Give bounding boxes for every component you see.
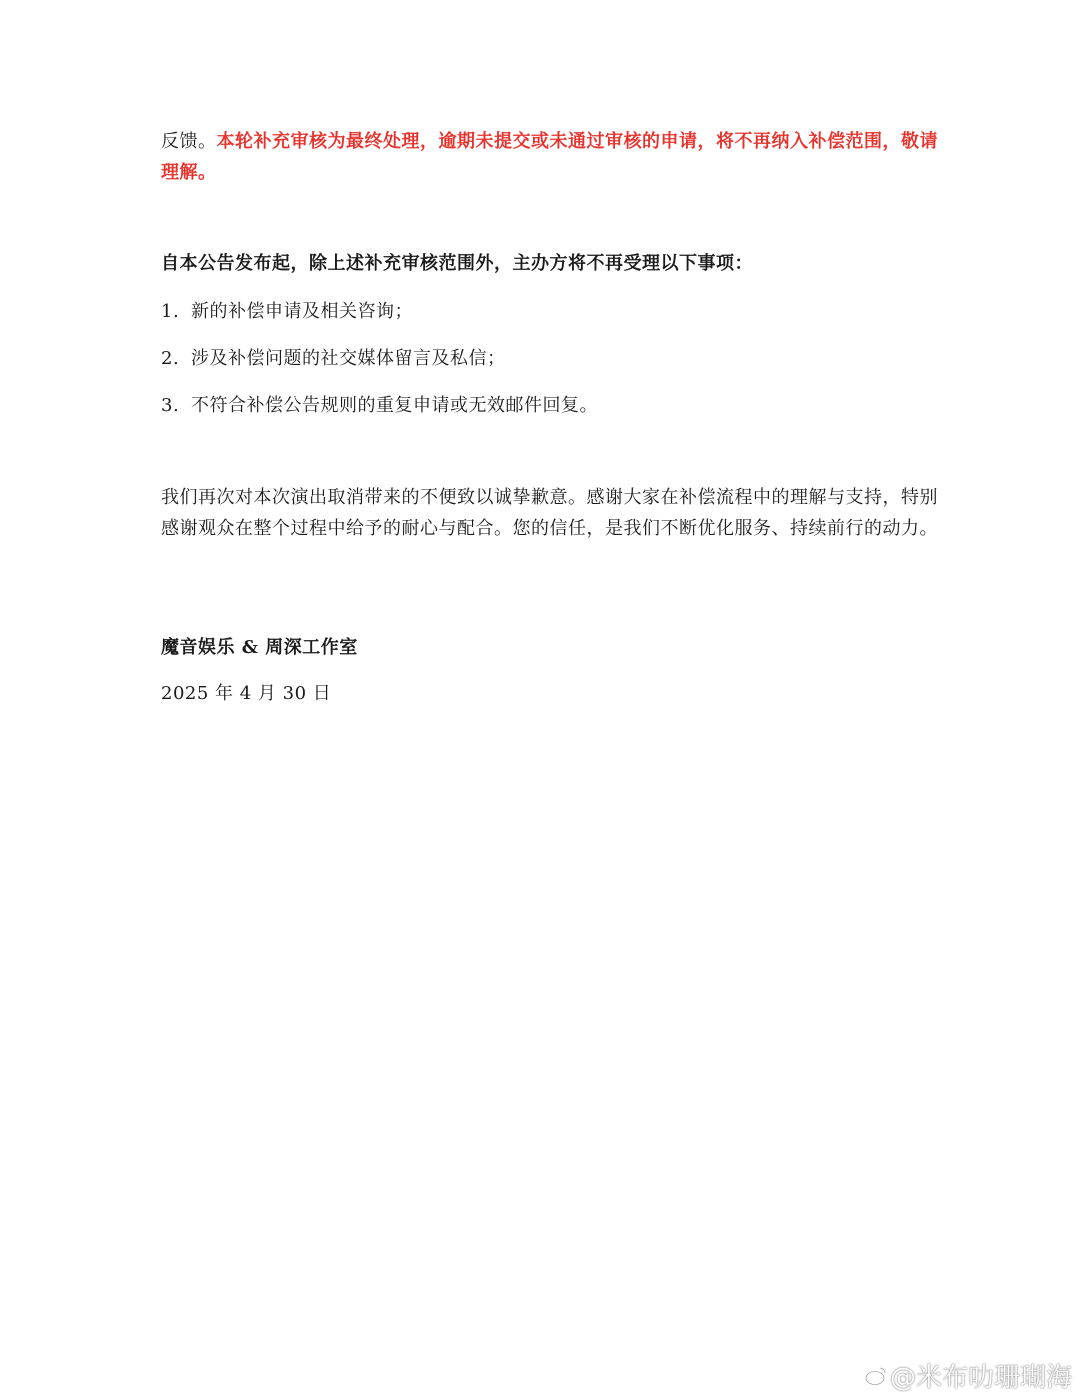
list-item [161,296,941,327]
list-text: 不符合补偿公告规则的重复申请或无效邮件回复。 [191,395,598,416]
list-number: 3. [161,395,180,416]
final-review-notice: 本轮补充审核为最终处理，逾期未提交或未通过审核的申请，将不再纳入补偿范围，敬请理解。 [161,131,938,183]
watermark-text: @米布叻珊瑚海 [889,1363,1072,1393]
feedback-prefix: 反馈。 [161,131,217,152]
list-text: 涉及补偿问题的社交媒体留言及私信； [191,348,506,369]
weibo-icon [864,1364,888,1388]
stop-accepting-intro: 自本公告发布起，除上述补充审核范围外，主办方将不再受理以下事项： [161,253,753,274]
apology-thanks-paragraph: 我们再次对本次演出取消带来的不便致以诚挚歉意。感谢大家在补偿流程中的理解与支持，特别感谢观众在整个过程中给予的耐心与配合。您的信任，是我们不断优化服务、持续前行的动力。 [161,487,938,539]
date: 2025 年 4 月 30 日 [161,683,332,704]
list-text: 新的补偿申请及相关咨询； [191,301,413,322]
list-item [161,343,941,374]
feedback-paragraph [161,126,941,188]
list-item [161,390,941,421]
list-number: 2. [161,348,180,369]
signature: 魔音娱乐 & 周深工作室 [161,637,358,658]
list-number: 1. [161,301,180,322]
weibo-watermark [864,1357,1072,1394]
